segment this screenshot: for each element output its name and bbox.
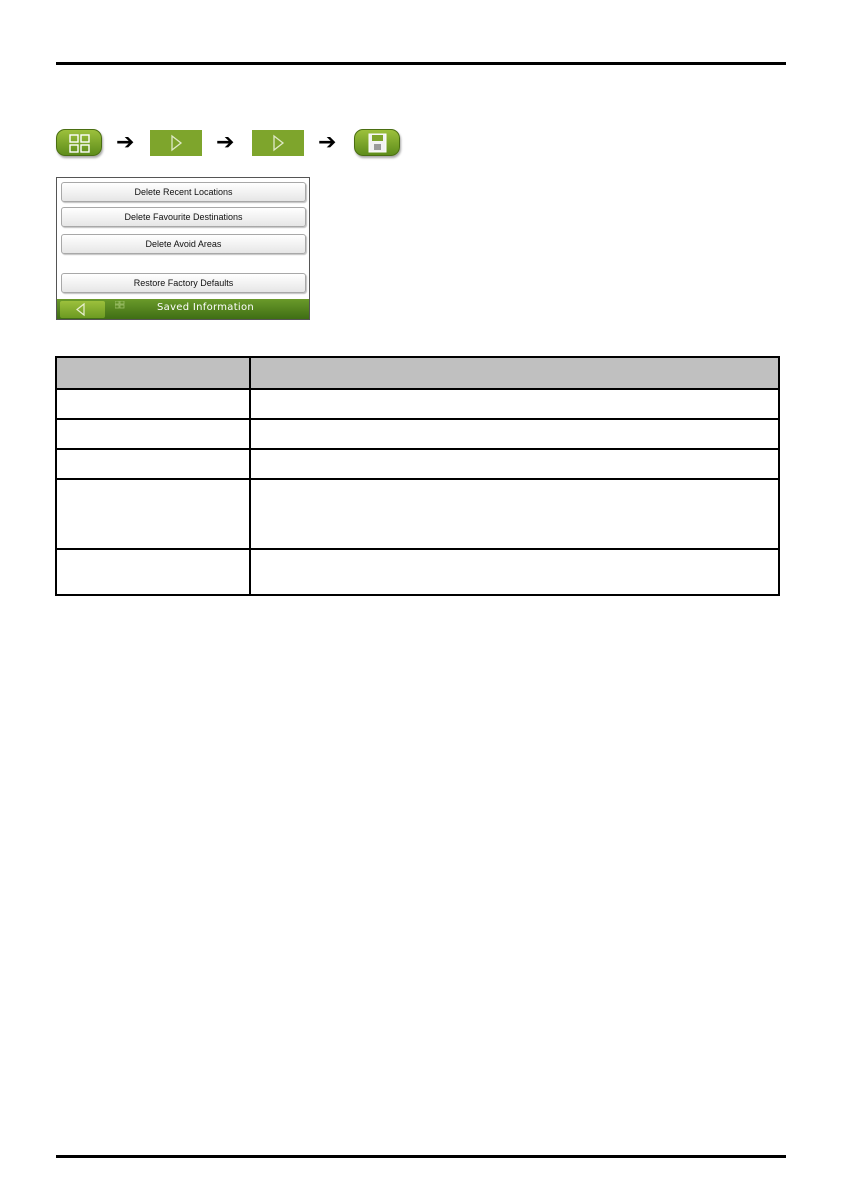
back-button[interactable] bbox=[60, 301, 105, 318]
saved-information-icon bbox=[355, 130, 401, 157]
table-row bbox=[56, 549, 779, 595]
step-arrow: ➔ bbox=[318, 130, 337, 155]
table-header-description bbox=[250, 357, 779, 389]
table-row bbox=[56, 389, 779, 419]
step-arrow: ➔ bbox=[216, 130, 235, 155]
main-menu-icon bbox=[57, 130, 103, 157]
table-cell bbox=[56, 389, 250, 419]
table-cell bbox=[56, 479, 250, 549]
next-button[interactable] bbox=[252, 130, 304, 156]
next-button[interactable] bbox=[150, 130, 202, 156]
delete-recent-locations-button[interactable]: Delete Recent Locations bbox=[61, 182, 306, 202]
step-arrow: ➔ bbox=[116, 130, 135, 155]
table-cell bbox=[56, 449, 250, 479]
table-cell bbox=[250, 549, 779, 595]
screen-title-bar bbox=[57, 299, 309, 319]
options-table bbox=[55, 356, 780, 596]
screen-title: Saved Information bbox=[157, 302, 255, 313]
top-rule bbox=[56, 62, 786, 65]
device-screen bbox=[56, 177, 310, 320]
saved-information-button[interactable] bbox=[354, 129, 400, 156]
table-header-option bbox=[56, 357, 250, 389]
restore-factory-defaults-button[interactable]: Restore Factory Defaults bbox=[61, 273, 306, 293]
table-cell bbox=[250, 449, 779, 479]
main-menu-button[interactable] bbox=[56, 129, 102, 156]
navigation-path bbox=[56, 129, 456, 157]
table-cell bbox=[250, 389, 779, 419]
table-cell bbox=[56, 419, 250, 449]
back-arrow-icon bbox=[60, 301, 105, 318]
grid-icon bbox=[115, 301, 125, 309]
next-arrow-icon bbox=[252, 130, 304, 156]
next-arrow-icon bbox=[150, 130, 202, 156]
delete-favourite-destinations-button[interactable]: Delete Favourite Destinations bbox=[61, 207, 306, 227]
table-row bbox=[56, 419, 779, 449]
bottom-rule bbox=[56, 1155, 786, 1158]
delete-avoid-areas-button[interactable]: Delete Avoid Areas bbox=[61, 234, 306, 254]
table-row bbox=[56, 479, 779, 549]
table-row bbox=[56, 449, 779, 479]
table-header-row bbox=[56, 357, 779, 389]
table-cell bbox=[56, 549, 250, 595]
table-cell bbox=[250, 419, 779, 449]
table-cell bbox=[250, 479, 779, 549]
